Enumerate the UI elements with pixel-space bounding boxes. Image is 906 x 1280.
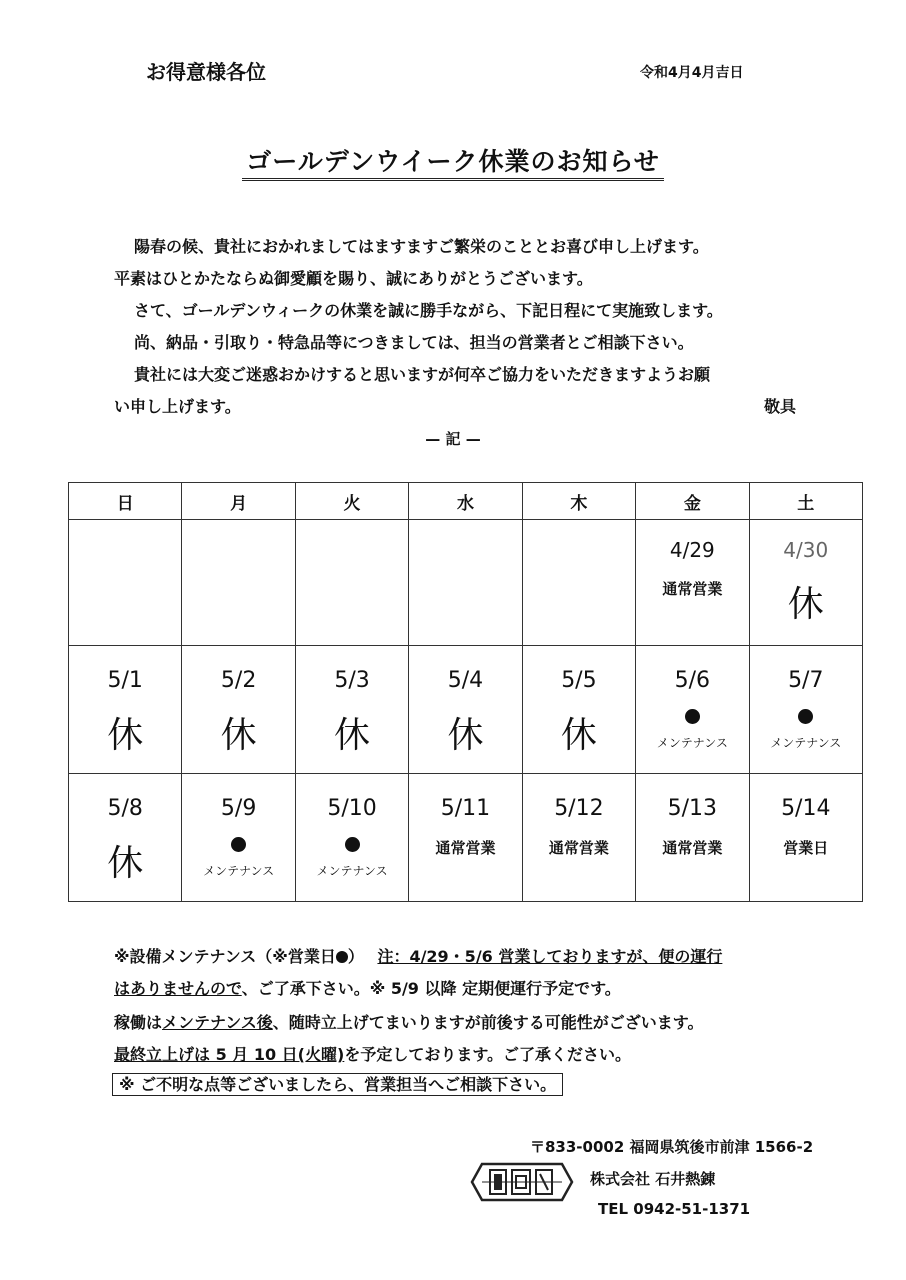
letter-line-4: 尚、納品・引取り・特急品等につきましては、担当の営業者とご相談下さい。 [134,333,694,352]
notes-line-1 [114,944,722,967]
notes-line-2 [114,976,621,999]
weekday-sun: 日 [69,483,182,520]
note-operation-emph: メンテナンス後 [162,1013,273,1032]
holiday-mark: 休 [107,843,144,884]
letter-line-6: い申し上げます。 [114,397,241,416]
letter-line-5: 貴社には大変ご迷惑おかけすると思いますが何卒ご協力をいただきますようお願 [134,365,711,384]
day-date: 4/29 [669,538,715,562]
weekday-header-row [69,483,863,520]
day-cell-5-5 [522,646,635,774]
note-final-startup: 最終立上げは 5 月 10 日(火曜) [114,1045,345,1064]
weekday-thu: 木 [522,483,635,520]
day-date: 5/3 [334,668,370,693]
day-cell-5-1 [69,646,182,774]
day-date: 5/7 [788,668,824,693]
note-schedule: 、ご了承下さい。※ 5/9 以降 定期便運行予定です。 [241,979,621,998]
day-cell-4-30 [749,520,862,646]
maintenance-label: メンテナンス [316,864,388,878]
maintenance-legend: ※設備メンテナンス（※営業日 [114,947,336,966]
day-cell-empty [522,520,635,646]
business-label: 営業日 [783,839,829,857]
legend-dot-icon [336,951,348,963]
day-cell-empty [409,520,522,646]
company-logo [468,1158,576,1210]
week-row-1 [69,520,863,646]
day-date: 5/5 [561,668,597,693]
notes-line-3 [114,1010,703,1033]
weekday-wed: 水 [409,483,522,520]
day-date: 5/14 [781,796,831,821]
contact-note: ※ ご不明な点等ございましたら、営業担当へご相談下さい。 [112,1073,563,1096]
day-cell-5-2 [182,646,295,774]
holiday-mark: 休 [220,715,257,756]
day-date: 5/11 [440,796,491,821]
day-cell-5-3 [295,646,408,774]
day-cell-empty [295,520,408,646]
maintenance-label: メンテナンス [203,864,275,878]
company-address: 〒833-0002 福岡県筑後市前津 1566-2 [530,1138,814,1156]
letter-line-3: さて、ゴールデンウィークの休業を誠に勝手ながら、下記日程にて実施致します。 [134,301,723,320]
day-date: 5/8 [107,796,143,821]
note-transport-cont: はありませんので [114,979,242,998]
recipient: お得意様各位 [146,60,266,84]
closing: 敬具 [764,397,797,416]
day-date: 5/12 [554,796,604,821]
notes-line-4 [114,1042,631,1065]
weekday-mon: 月 [182,483,295,520]
holiday-calendar [68,482,863,902]
maintenance-label: メンテナンス [770,736,842,750]
day-date: 5/13 [667,796,718,821]
day-cell-5-8 [69,774,182,902]
note-final-suffix: を予定しております。ご了承ください。 [344,1045,632,1064]
day-cell-empty [69,520,182,646]
company-tel: TEL 0942-51-1371 [598,1200,751,1218]
maintenance-dot-icon [685,709,700,724]
business-label: 通常営業 [435,839,496,857]
business-label: 通常営業 [548,839,609,857]
day-cell-4-29 [636,520,749,646]
weekday-fri: 金 [636,483,749,520]
company-logo-icon [468,1158,576,1206]
day-date: 5/2 [220,668,257,693]
day-cell-5-4 [409,646,522,774]
day-cell-5-7 [749,646,862,774]
maintenance-dot-icon [798,709,813,724]
holiday-mark: 休 [334,715,371,756]
holiday-mark: 休 [447,715,484,756]
day-cell-5-6 [636,646,749,774]
letter-line-1: 陽春の候、貴社におかれましてはますますご繁栄のこととお喜び申し上げます。 [134,237,709,256]
note-transport: 注：4/29・5/6 営業しておりますが、便の運行 [377,947,723,966]
note-operation-suffix: 、随時立上げてまいりますが前後する可能性がございます。 [272,1013,704,1032]
letter-line-2: 平素はひとかたならぬ御愛顧を賜り、誠にありがとうございます。 [114,269,593,288]
holiday-mark: 休 [107,715,144,756]
day-cell-5-9 [182,774,295,902]
business-label: 通常営業 [662,580,723,598]
issue-date: 令和4月4月吉日 [640,65,744,81]
holiday-mark: 休 [560,715,597,756]
maintenance-label: メンテナンス [656,736,728,750]
weekday-sat: 土 [749,483,862,520]
business-label: 通常営業 [662,839,723,857]
week-row-2 [69,646,863,774]
maintenance-dot-icon [231,837,246,852]
day-date: 5/4 [447,668,484,693]
day-cell-5-10 [295,774,408,902]
day-date: 4/30 [783,538,829,562]
day-date: 5/1 [107,668,143,693]
day-date: 5/10 [327,796,377,821]
day-cell-5-12 [522,774,635,902]
note-operation-prefix: 稼働は [114,1013,163,1032]
company-name: 株式会社 石井熱錬 [590,1170,716,1188]
week-row-3 [69,774,863,902]
maintenance-dot-icon [345,837,360,852]
weekday-tue: 火 [295,483,408,520]
day-cell-5-13 [636,774,749,902]
maintenance-legend-end: ） [347,947,364,966]
page-title [0,142,906,178]
day-cell-5-11 [409,774,522,902]
kigo-heading: — 記 — [425,430,481,448]
day-cell-5-14 [749,774,862,902]
day-date: 5/6 [674,668,711,693]
title-text: ゴールデンウイーク休業のお知らせ [242,147,664,181]
notes-line-5 [112,1072,563,1095]
day-date: 5/9 [220,796,257,821]
holiday-mark: 休 [787,584,824,625]
day-cell-empty [182,520,295,646]
